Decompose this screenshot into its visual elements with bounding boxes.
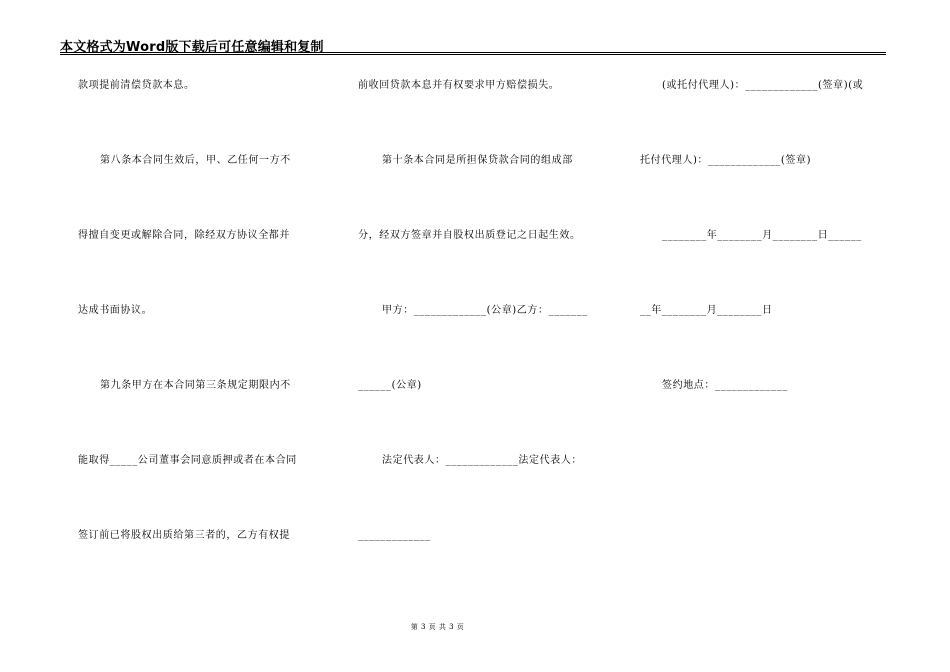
text-line: 第九条甲方在本合同第三条规定期限内不 [100,380,291,391]
header-rule-bottom [60,54,886,55]
header-rule-top [60,52,886,53]
header-title: 本文格式为Word版下载后可任意编辑和复制 [60,40,324,55]
text-line: ______(公章) [358,380,422,391]
page-number: 第 3 页 共 3 页 [410,623,465,631]
text-line: 第十条本合同是所担保贷款合同的组成部 [382,155,573,166]
text-line: ________年________月________日______ [662,230,862,241]
text-line: 甲方：_____________(公章)乙方：_______ [382,305,588,316]
text-line: 得擅自变更或解除合同，除经双方协议全都并 [78,230,290,241]
text-line: 第八条本合同生效后，甲、乙任何一方不 [100,155,291,166]
text-line: __年________月________日 [640,305,773,316]
text-line: 款项提前清偿贷款本息。 [78,80,195,91]
text-line: 托付代理人)：_____________(签章) [640,155,812,166]
text-line: 前收回贷款本息并有权要求甲方赔偿损失。 [358,80,560,91]
text-line: 能取得_____公司董事会同意质押或者在本合同 [78,455,297,466]
text-line: 达成书面协议。 [78,305,153,316]
text-line: 签订前已将股权出质给第三者的，乙方有权提 [78,530,290,541]
text-line: 签约地点：_____________ [662,380,788,391]
text-line: 法定代表人：_____________法定代表人： [382,455,582,466]
text-line: _____________ [358,530,431,541]
text-line: (或托付代理人)：_____________(签章)(或 [662,80,864,91]
text-line: 分，经双方签章并自股权出质登记之日起生效。 [358,230,581,241]
